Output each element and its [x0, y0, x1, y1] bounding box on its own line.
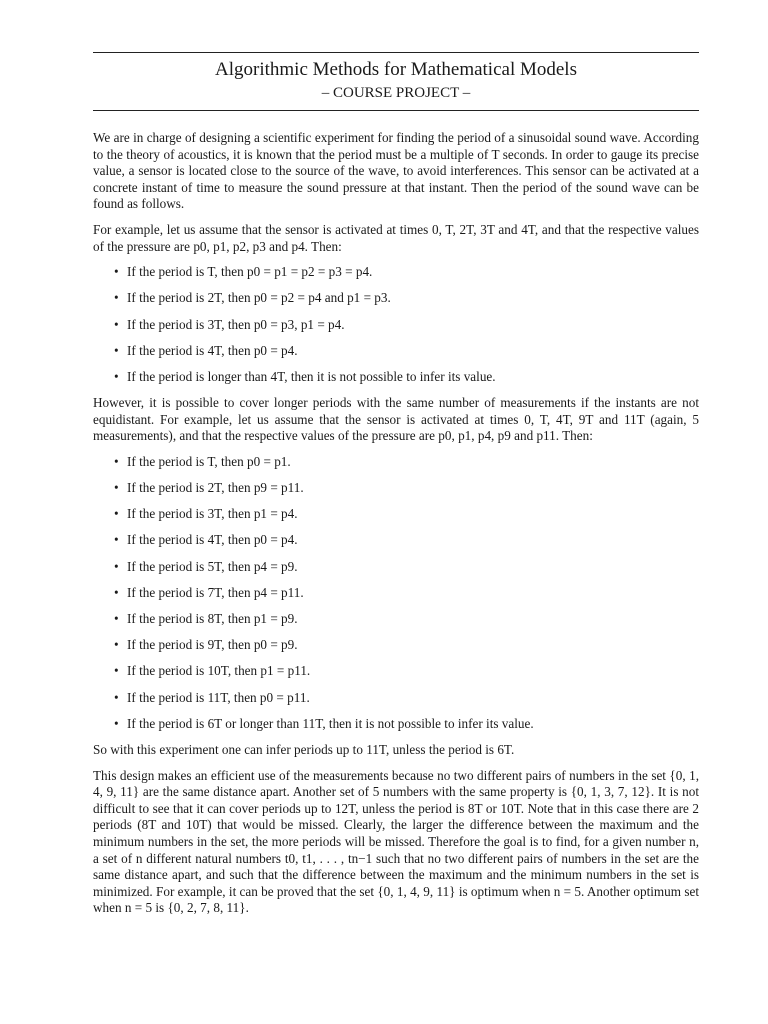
period-list-1: [93, 264, 699, 385]
list-item: • If the period is 4T, then p0 = p4.: [93, 343, 699, 360]
document-title: Algorithmic Methods for Mathematical Models: [215, 59, 577, 80]
list-item: • If the period is 4T, then p0 = p4.: [93, 532, 699, 549]
list-item: • If the period is 6T or longer than 11T, then it is not possible to infer its value.: [93, 716, 699, 733]
header-rule: [93, 110, 699, 111]
top-rule: [93, 52, 699, 53]
conclusion-paragraph: So with this experiment one can infer periods up to 11T, unless the period is 6T.: [93, 741, 515, 757]
list-item: • If the period is 9T, then p0 = p9.: [93, 637, 699, 654]
document-body: [93, 130, 699, 917]
list-item: • If the period is 11T, then p0 = p11.: [93, 690, 699, 707]
list-item: • If the period is 2T, then p0 = p2 = p4 and p1 = p3.: [93, 290, 699, 307]
list-item: • If the period is T, then p0 = p1 = p2 = p3 = p4.: [93, 264, 699, 281]
list-item: • If the period is 3T, then p1 = p4.: [93, 506, 699, 523]
final-paragraph: This design makes an efficient use of the measurements because no two different pairs of numbers in the set {0, 1, 4, 9, 11} are the same distance apart. Another set of 5 numbers with the same property is {0, 1, 3, 7, 12}. It is not difficult to see that it can cover periods up to 12T, unless the period is 8T or 10T. Note that in this case there are 2 periods (8T and 10T) that would be missed. Clearly, the larger the difference between the maximum and the minimum numbers in the set, the more periods will be missed. Therefore the goal is to find, for a given number n, a set of n different natural numbers t0, t1, . . . , tn−1 such that no two different pairs of numbers in the set are the same distance apart, and such that the difference between the maximum and the minimum numbers in the set is minimized. For example, it can be proved that the set {0, 1, 4, 9, 11} is optimum when n = 5. Another optimum set when n = 5 is {0, 2, 7, 8, 11}.: [93, 767, 699, 916]
intro-paragraph: We are in charge of designing a scientific experiment for finding the period of a sinusoidal sound wave. According to the theory of acoustics, it is known that the period must be a multiple of T seconds. In order to gauge its precise value, a sensor is located close to the source of the wave, to avoid interferences. This sensor can be activated at a concrete instant of time to measure the sound pressure at that instant. Then the period of the sound wave can be found as follows.: [93, 130, 699, 212]
list-item: • If the period is T, then p0 = p1.: [93, 454, 699, 471]
period-list-2: [93, 454, 699, 732]
list-item: • If the period is longer than 4T, then it is not possible to infer its value.: [93, 369, 699, 386]
document-page: [93, 52, 699, 926]
list-item: • If the period is 10T, then p1 = p11.: [93, 663, 699, 680]
list-item: • If the period is 8T, then p1 = p9.: [93, 611, 699, 628]
example2-paragraph: However, it is possible to cover longer periods with the same number of measurements if the instants are not equidistant. For example, let us assume that the sensor is activated at times 0, T, 4T, 9T and 11T (again, 5 measurements), and that the respective values of the pressure are p0, p1, p4, p9 and p11. Then:: [93, 395, 699, 444]
example1-paragraph: For example, let us assume that the sensor is activated at times 0, T, 2T, 3T and 4T, and that the respective values of the pressure are p0, p1, p2, p3 and p4. Then:: [93, 221, 699, 254]
document-subtitle: – COURSE PROJECT –: [321, 85, 471, 101]
list-item: • If the period is 7T, then p4 = p11.: [93, 585, 699, 602]
list-item: • If the period is 2T, then p9 = p11.: [93, 480, 699, 497]
list-item: • If the period is 5T, then p4 = p9.: [93, 559, 699, 576]
list-item: • If the period is 3T, then p0 = p3, p1 = p4.: [93, 317, 699, 334]
